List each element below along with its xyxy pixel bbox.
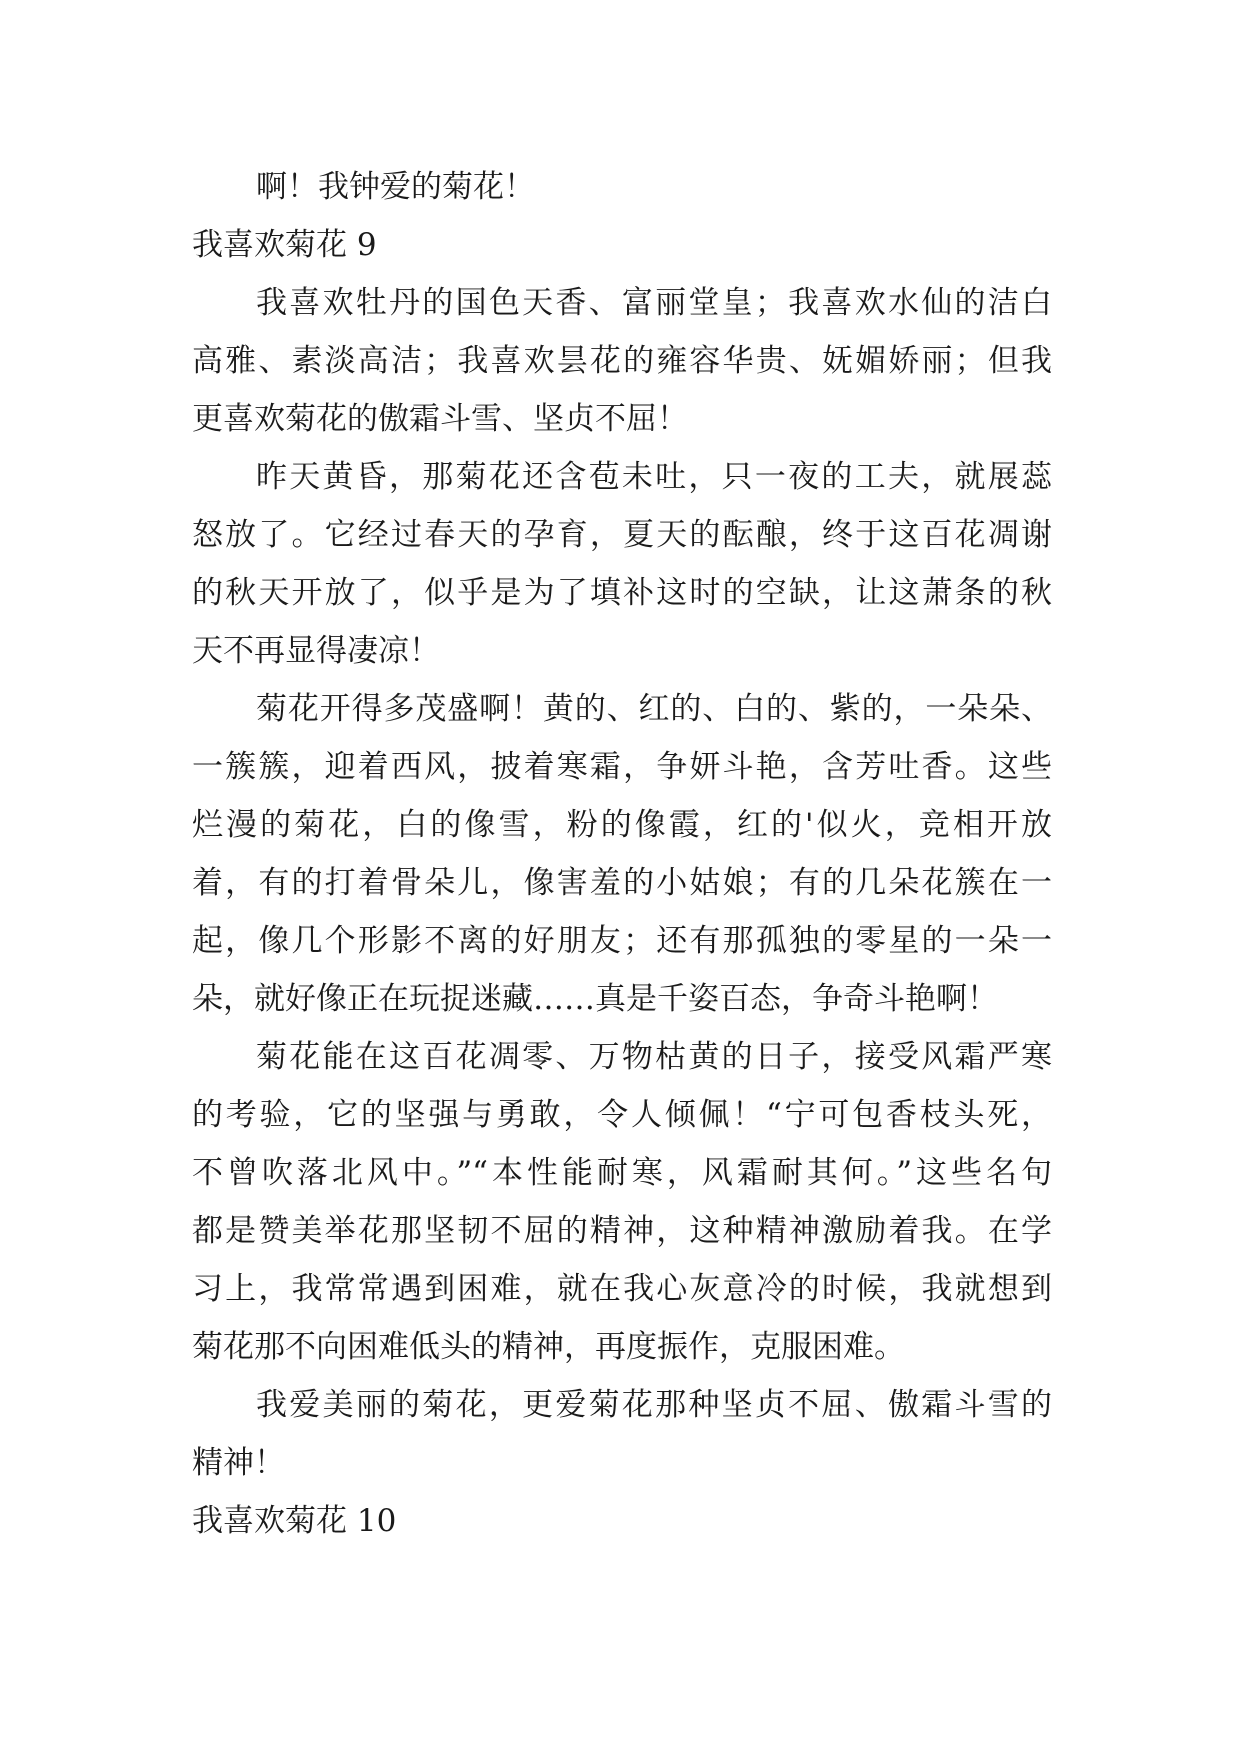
paragraph-line: 菊花开得多茂盛啊！黄的、红的、白的、紫的，一朵朵、 bbox=[256, 691, 1052, 727]
section-heading: 我喜欢菊花 9 bbox=[192, 227, 377, 263]
paragraph-line: 起，像几个形影不离的好朋友；还有那孤独的零星的一朵一 bbox=[192, 923, 1052, 959]
section-heading: 我喜欢菊花 10 bbox=[192, 1503, 397, 1539]
paragraph-line: 烂漫的菊花，白的像雪，粉的像霞，红的'似火，竞相开放 bbox=[192, 807, 1052, 843]
paragraph-line: 习上，我常常遇到困难，就在我心灰意冷的时候，我就想到 bbox=[192, 1271, 1052, 1307]
paragraph-line: 菊花那不向困难低头的精神，再度振作，克服困难。 bbox=[192, 1329, 905, 1365]
paragraph-line: 啊！我钟爱的菊花！ bbox=[256, 169, 535, 205]
paragraph-line: 着，有的打着骨朵儿，像害羞的小姑娘；有的几朵花簇在一 bbox=[192, 865, 1052, 901]
paragraph-line: 朵，就好像正在玩捉迷藏……真是千姿百态，争奇斗艳啊！ bbox=[192, 981, 998, 1017]
paragraph-line: 更喜欢菊花的傲霜斗雪、坚贞不屈！ bbox=[192, 401, 688, 437]
paragraph-line: 昨天黄昏，那菊花还含苞未吐，只一夜的工夫，就展蕊 bbox=[256, 459, 1052, 495]
document-body bbox=[192, 158, 1052, 1550]
paragraph-line: 一簇簇，迎着西风，披着寒霜，争妍斗艳，含芳吐香。这些 bbox=[192, 749, 1052, 785]
paragraph-line: 的秋天开放了，似乎是为了填补这时的空缺，让这萧条的秋 bbox=[192, 575, 1052, 611]
paragraph-line: 天不再显得凄凉！ bbox=[192, 633, 440, 669]
paragraph-line: 菊花能在这百花凋零、万物枯黄的日子，接受风霜严寒 bbox=[256, 1039, 1052, 1075]
paragraph-line: 我喜欢牡丹的国色天香、富丽堂皇；我喜欢水仙的洁白 bbox=[256, 285, 1052, 321]
paragraph-line: 不曾吹落北风中。”“本性能耐寒，风霜耐其何。”这些名句 bbox=[192, 1155, 1052, 1191]
paragraph-line: 的考验，它的坚强与勇敢，令人倾佩！“宁可包香枝头死， bbox=[192, 1097, 1052, 1133]
paragraph-line: 怒放了。它经过春天的孕育，夏天的酝酿，终于这百花凋谢 bbox=[192, 517, 1052, 553]
paragraph-line: 都是赞美举花那坚韧不屈的精神，这种精神激励着我。在学 bbox=[192, 1213, 1052, 1249]
paragraph-line: 我爱美丽的菊花，更爱菊花那种坚贞不屈、傲霜斗雪的 bbox=[256, 1387, 1052, 1423]
paragraph-line: 高雅、素淡高洁；我喜欢昙花的雍容华贵、妩媚娇丽；但我 bbox=[192, 343, 1052, 379]
paragraph-line: 精神！ bbox=[192, 1445, 285, 1481]
